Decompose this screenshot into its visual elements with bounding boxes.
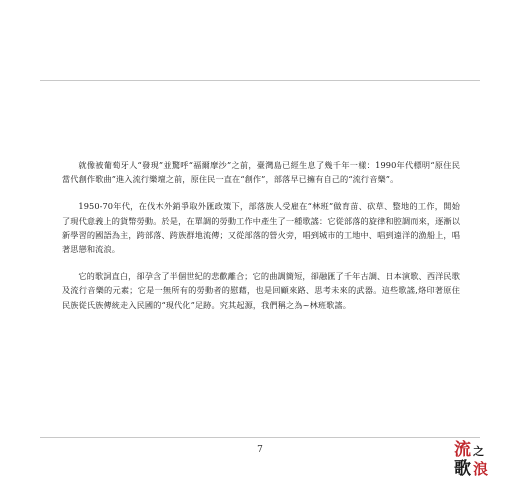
logo-char-1: 流 bbox=[454, 440, 471, 460]
logo-char-2: 之 bbox=[473, 445, 484, 458]
bottom-divider bbox=[40, 437, 480, 438]
paragraph-2: 1950-70年代，在伐木外銷爭取外匯政策下，部落族人受雇在“林班”做育苗、砍草、整地的工作，開始了現代意義上的貨幣勞動。於是，在單調的勞動工作中產生了一種歌謠：它從部落的旋律和腔調而來，逐漸以新學習的國語為主，跨部落、跨族群地流傳；又從部落的營火旁，唱到城市的工地中、唱到遠洋的漁船上，唱著思戀和流浪。 bbox=[62, 201, 460, 255]
paragraph-1: 就像被葡萄牙人“發現”並驚呼“福爾摩沙”之前，臺灣島已經生息了幾千年一樣：1990年代標明“原住民當代創作歌曲”進入流行樂壇之前，原住民一直在“創作”，部落早已擁有自己的“流行音樂”。 bbox=[62, 160, 460, 185]
top-divider bbox=[40, 80, 480, 81]
logo-char-4: 浪 bbox=[473, 460, 489, 478]
document-body bbox=[62, 158, 460, 325]
brand-logo bbox=[452, 442, 500, 486]
logo-char-3: 歌 bbox=[454, 459, 471, 479]
paragraph-3: 它的歌詞直白，卻孕含了半個世紀的悲歡離合；它的曲調簡短，卻融匯了千年古調、日本演歌、西洋民歌及流行音樂的元素；它是一無所有的勞動者的慰藉，也是回顧來路、思考未來的武器。這些歌謠,烙印著原住民族從氏族傳統走入民國的“現代化”足跡。究其起源，我們稱之為~林班歌謠。 bbox=[62, 271, 460, 310]
page-number: 7 bbox=[257, 445, 263, 455]
